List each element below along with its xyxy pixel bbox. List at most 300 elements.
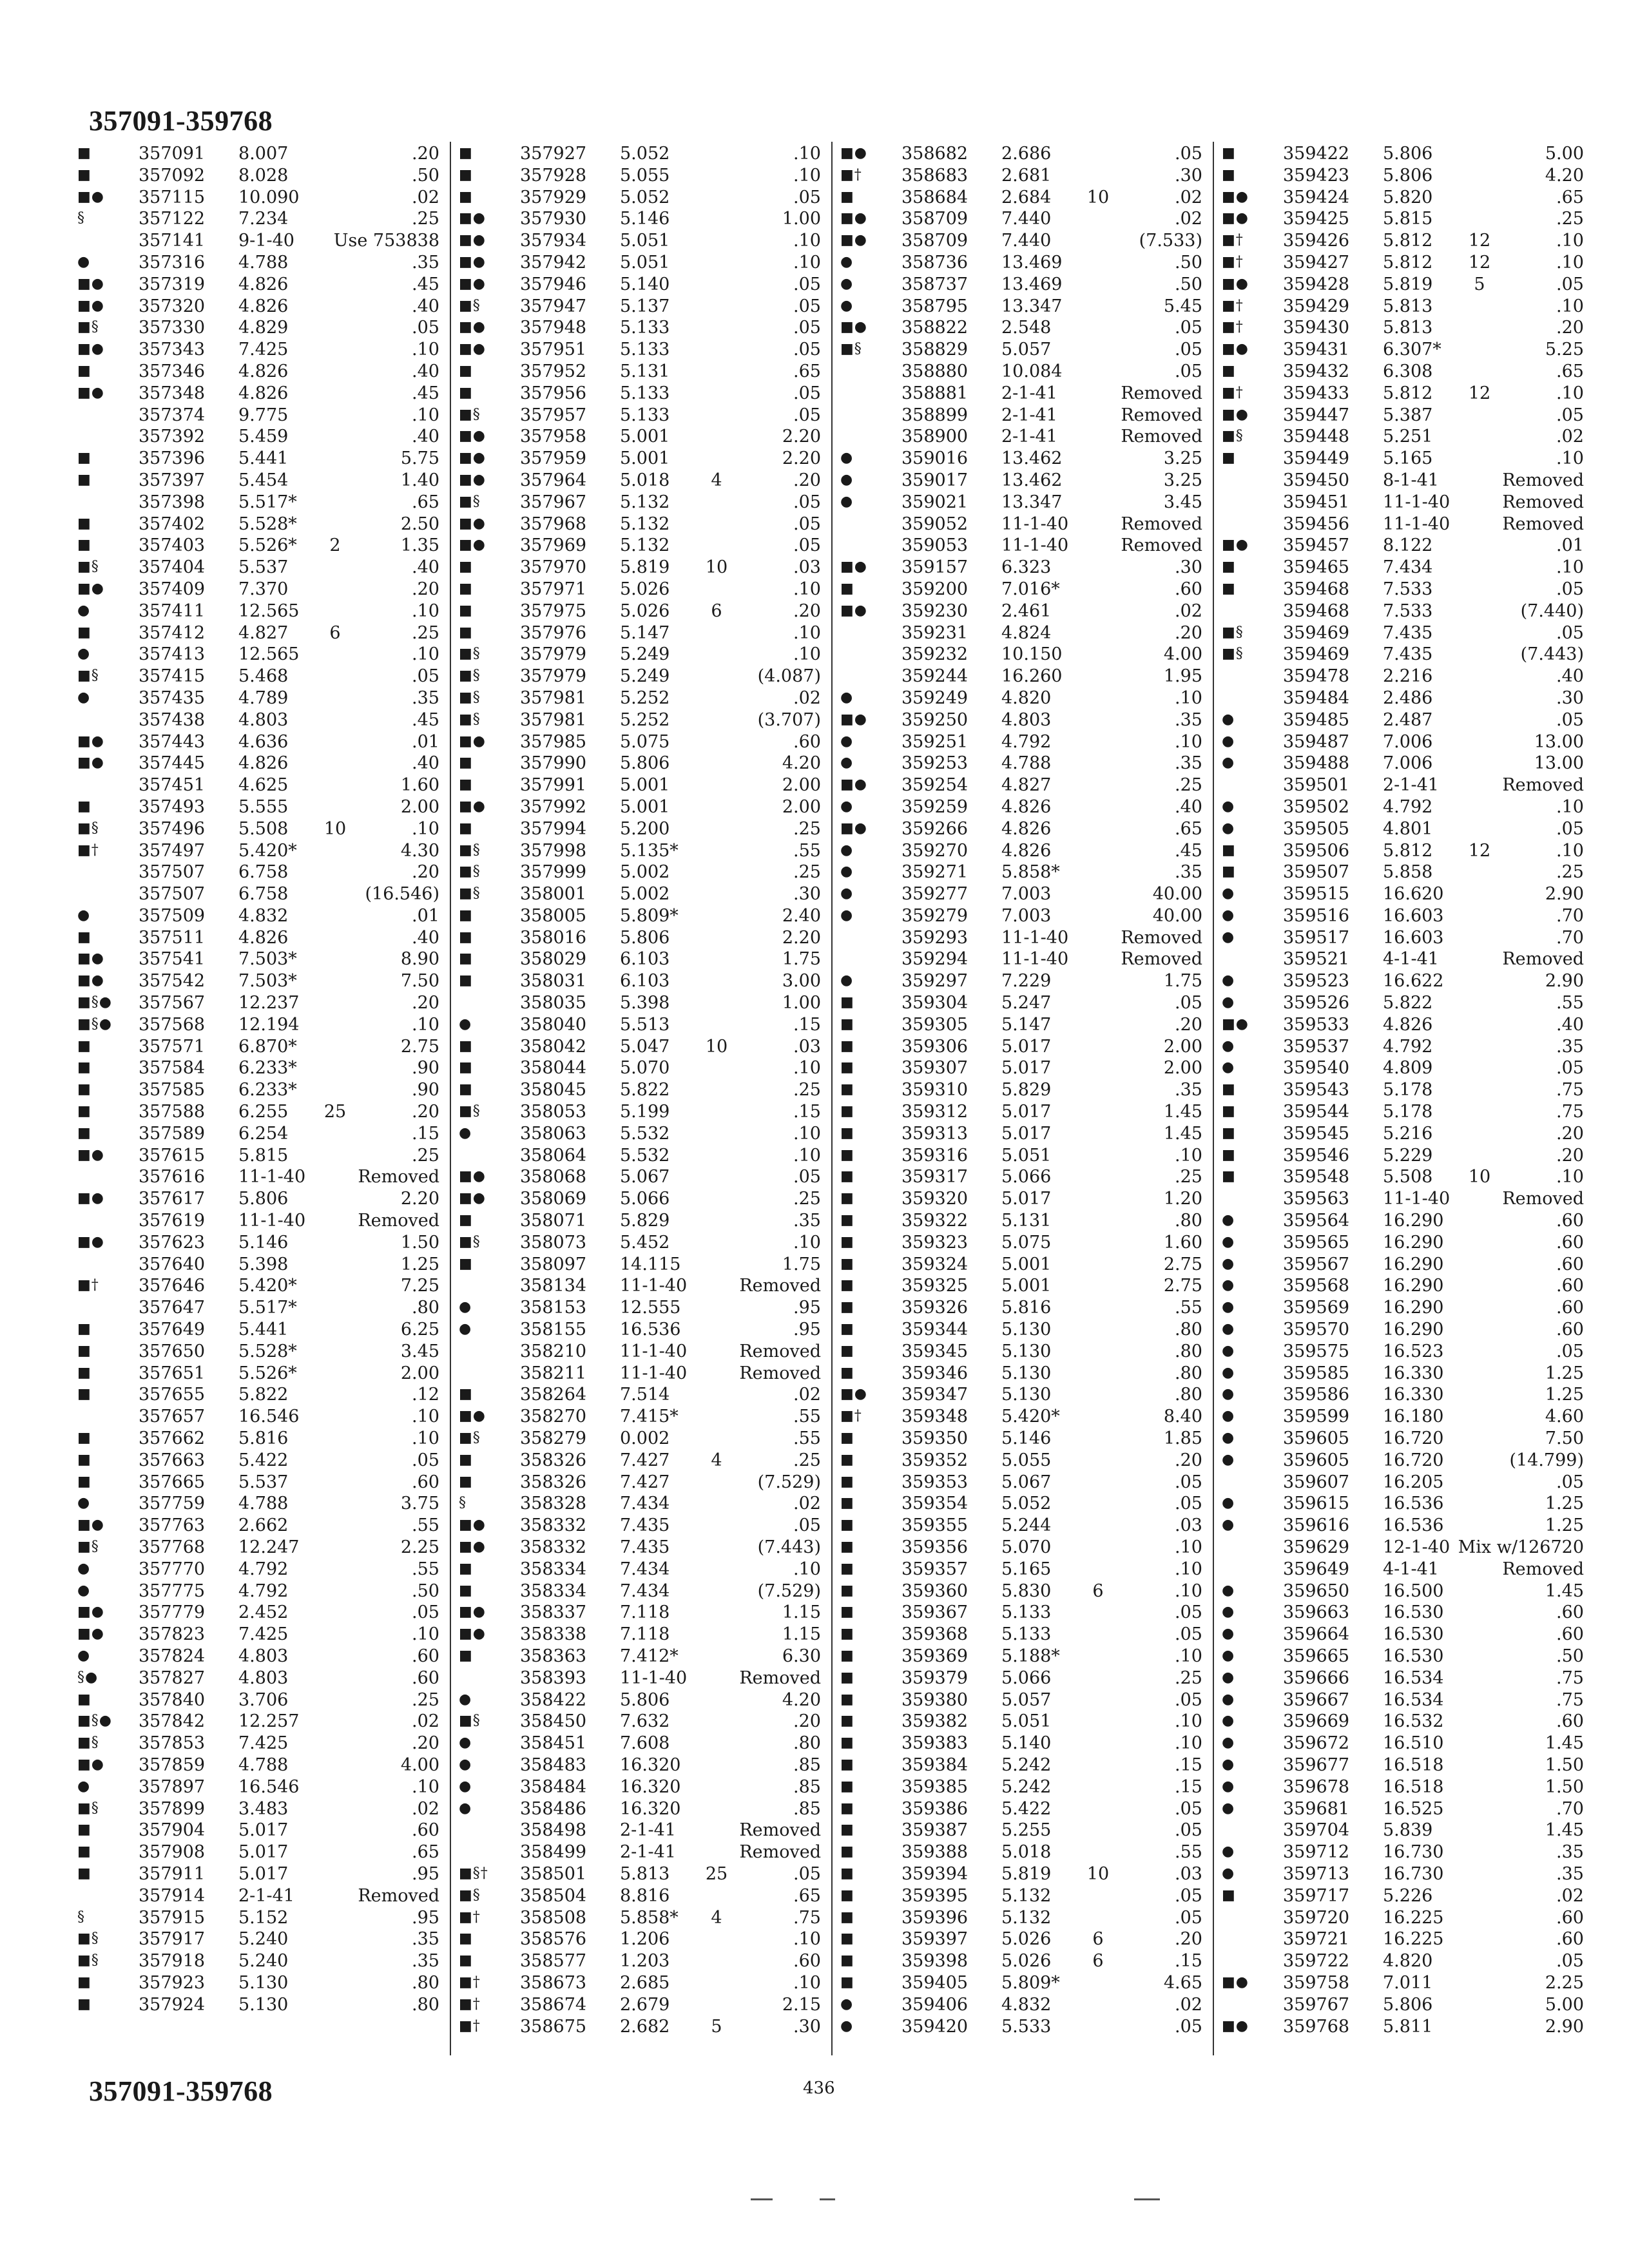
rate-value: 16.290	[1383, 1298, 1444, 1318]
rate-value: 5.422	[1001, 1798, 1052, 1819]
amount-value: .10	[793, 252, 821, 273]
marker-symbols: ■●	[840, 776, 867, 793]
marker-symbols: ●	[77, 1560, 91, 1577]
marker-symbols: ■	[77, 362, 92, 379]
marker-symbols: ■●	[459, 798, 486, 814]
rate-value: 5.066	[620, 1189, 670, 1209]
term-value: 10	[705, 557, 728, 578]
item-number: 357934	[520, 231, 587, 251]
marker-symbols: ●	[840, 1995, 854, 2012]
table-row	[459, 730, 833, 752]
rate-value: 6.233*	[238, 1080, 297, 1100]
rate-value: 5.132	[620, 492, 670, 512]
amount-value: .10	[412, 1776, 439, 1797]
marker-symbols: ■	[840, 1691, 854, 1707]
marker-symbols: ■	[77, 1059, 92, 1076]
marker-symbols: ■●	[1222, 1974, 1249, 1990]
amount-value: .01	[1556, 535, 1584, 556]
amount-value: 2.00	[782, 775, 821, 796]
amount-value: .60	[793, 1951, 821, 1972]
rate-value: 2-1-41	[1001, 405, 1057, 425]
table-row	[1222, 947, 1595, 969]
marker-symbols: ●	[840, 733, 854, 749]
item-number: 357403	[139, 535, 206, 556]
marker-symbols: ■	[840, 1735, 854, 1751]
amount-value: .75	[1556, 1102, 1584, 1122]
table-row	[459, 1187, 833, 1209]
term-value: 12	[1468, 840, 1491, 861]
item-number: 359451	[1283, 492, 1350, 512]
rate-value: 6.308	[1383, 361, 1433, 381]
item-number: 359431	[1283, 340, 1350, 360]
term-value: 4	[711, 470, 722, 490]
amount-value: .35	[1175, 862, 1202, 883]
term-value: 10	[1086, 1863, 1110, 1884]
term-value: 25	[705, 1863, 728, 1884]
marker-symbols: ■	[459, 972, 473, 989]
rate-value: 16.225	[1383, 1907, 1444, 1928]
amount-value: .35	[412, 1929, 439, 1950]
amount-value: Removed	[1502, 470, 1584, 490]
rate-value: 5.422	[238, 1450, 289, 1470]
item-number: 358393	[520, 1667, 587, 1688]
table-row	[77, 1514, 451, 1535]
marker-symbols: ●	[459, 1800, 472, 1816]
amount-value: Mix w/126720	[1458, 1537, 1584, 1557]
amount-value: Removed	[1502, 1189, 1584, 1209]
rate-value: 16.536	[1383, 1494, 1444, 1514]
table-row	[77, 1884, 451, 1906]
item-number: 359758	[1283, 1972, 1350, 1993]
rate-value: 5.555	[238, 796, 289, 817]
amount-value: Removed	[739, 1820, 821, 1841]
item-number: 359720	[1283, 1907, 1350, 1928]
marker-symbols: ■●	[840, 1386, 867, 1403]
marker-symbols: ●	[1222, 711, 1235, 727]
item-number: 357343	[139, 340, 206, 360]
amount-value: .55	[412, 1559, 439, 1579]
marker-symbols: ●	[1222, 1756, 1235, 1773]
table-row	[77, 1253, 451, 1274]
rate-value: 5.018	[1001, 1842, 1052, 1863]
rate-value: 14.115	[620, 1254, 681, 1274]
amount-value: 4.20	[1545, 165, 1584, 186]
marker-symbols: ■	[77, 624, 92, 640]
item-number: 359312	[901, 1102, 969, 1122]
table-row	[840, 1405, 1214, 1427]
amount-value: .85	[793, 1776, 821, 1797]
rate-value: 5.026	[620, 579, 670, 599]
rate-value: 5.135*	[620, 840, 679, 861]
table-row	[1222, 490, 1595, 512]
item-number: 357981	[520, 687, 587, 708]
rate-value: 5.532	[620, 1145, 670, 1166]
marker-symbols: ■	[840, 1887, 854, 1903]
item-number: 359157	[901, 557, 969, 578]
rate-value: 2.216	[1383, 666, 1433, 687]
table-row	[77, 1993, 451, 2015]
table-row	[459, 1644, 833, 1666]
amount-value: .20	[412, 862, 439, 883]
table-row	[1222, 1427, 1595, 1448]
amount-value: .30	[793, 884, 821, 905]
table-row	[77, 338, 451, 360]
item-number: 359424	[1283, 187, 1350, 207]
marker-symbols: ●	[1222, 1626, 1235, 1642]
table-row	[459, 425, 833, 447]
rate-value: 2-1-41	[1001, 383, 1057, 403]
amount-value: .35	[412, 687, 439, 708]
rate-value: 16.290	[1383, 1232, 1444, 1253]
item-number: 359259	[901, 796, 969, 817]
rate-value: 5.001	[620, 796, 670, 817]
rate-value: 16.290	[1383, 1211, 1444, 1231]
item-number: 358682	[901, 144, 969, 164]
amount-value: 5.45	[1163, 296, 1202, 316]
marker-symbols: ●	[1222, 1713, 1235, 1729]
item-number: 357319	[139, 274, 206, 294]
marker-symbols: ■	[77, 1473, 92, 1490]
marker-symbols: ●	[840, 450, 854, 466]
table-row	[1222, 1448, 1595, 1470]
amount-value: .10	[1175, 1646, 1202, 1666]
table-row	[840, 1840, 1214, 1862]
marker-symbols: ■	[1222, 559, 1236, 575]
item-number: 359253	[901, 753, 969, 774]
marker-symbols: ●	[77, 689, 91, 706]
rate-value: 13.462	[1001, 448, 1063, 469]
table-row	[1222, 1056, 1595, 1078]
marker-symbols: ■	[459, 950, 473, 967]
item-number: 359379	[901, 1667, 969, 1688]
marker-symbols: ■§	[459, 1713, 481, 1729]
amount-value: 1.25	[1545, 1515, 1584, 1536]
item-number: 357823	[139, 1624, 206, 1645]
term-value: 6	[1092, 1581, 1104, 1601]
amount-value: .15	[412, 1123, 439, 1144]
table-row	[840, 1949, 1214, 1971]
table-row	[77, 795, 451, 817]
marker-symbols: ■●	[459, 341, 486, 358]
rate-value: 13.469	[1001, 252, 1063, 273]
rate-value: 16.523	[1383, 1341, 1444, 1361]
table-row	[840, 1579, 1214, 1601]
item-number: 359200	[901, 579, 969, 599]
item-number: 358210	[520, 1341, 587, 1361]
table-row	[1222, 1165, 1595, 1187]
item-number: 359544	[1283, 1102, 1350, 1122]
table-row	[840, 969, 1214, 991]
item-number: 357346	[139, 361, 206, 381]
amount-value: .65	[1175, 818, 1202, 839]
item-number: 357759	[139, 1494, 206, 1514]
rate-value: 4.820	[1001, 687, 1052, 708]
amount-value: .30	[1175, 557, 1202, 578]
rate-value: 16.525	[1383, 1798, 1444, 1819]
rate-value: 5.026	[620, 601, 670, 621]
table-row	[840, 1514, 1214, 1535]
amount-value: 3.45	[400, 1341, 439, 1361]
table-row	[459, 1470, 833, 1492]
amount-value: .05	[1556, 1472, 1584, 1492]
table-row	[77, 991, 451, 1013]
rate-value: 5.017	[1001, 1189, 1052, 1209]
item-number: 357617	[139, 1189, 206, 1209]
table-row	[1222, 1535, 1595, 1557]
rate-value: 7.440	[1001, 231, 1052, 251]
marker-symbols: ■	[77, 1974, 92, 1990]
rate-value: 5.066	[1001, 1667, 1052, 1688]
marker-symbols: ■	[1222, 145, 1236, 161]
amount-value: .05	[412, 318, 439, 338]
item-number: 359501	[1283, 775, 1350, 796]
rate-value: 4-1-41	[1383, 1559, 1439, 1579]
amount-value: .25	[793, 1450, 821, 1470]
amount-value: .20	[1175, 622, 1202, 643]
table-row	[459, 1448, 833, 1470]
table-row	[459, 686, 833, 708]
table-row	[77, 1840, 451, 1862]
item-number: 359465	[1283, 557, 1350, 578]
table-row	[1222, 1361, 1595, 1383]
table-row	[77, 1906, 451, 1928]
amount-value: .40	[412, 927, 439, 948]
amount-value: 2.15	[782, 1994, 821, 2015]
table-row	[840, 839, 1214, 861]
amount-value: .65	[1556, 187, 1584, 207]
amount-value: .70	[1556, 927, 1584, 948]
table-row	[1222, 338, 1595, 360]
rate-value: 5.806	[1383, 1994, 1433, 2015]
item-number: 358270	[520, 1407, 587, 1427]
table-row	[459, 1231, 833, 1253]
marker-symbols: ●	[1222, 1233, 1235, 1250]
amount-value: .10	[793, 1929, 821, 1950]
table-row	[840, 1383, 1214, 1405]
marker-symbols: ■	[840, 1037, 854, 1054]
table-row	[459, 338, 833, 360]
marker-symbols: ■§	[77, 1952, 99, 1969]
marker-symbols: ■	[459, 1212, 473, 1229]
rate-value: 5.240	[238, 1929, 289, 1950]
amount-value: .20	[793, 601, 821, 621]
marker-symbols: ●	[1222, 1386, 1235, 1403]
rate-value: 4.829	[238, 318, 289, 338]
table-row	[840, 1666, 1214, 1688]
table-row	[459, 664, 833, 686]
amount-value: 1.25	[1545, 1385, 1584, 1405]
table-row	[1222, 1013, 1595, 1035]
rate-value: 4.803	[1001, 709, 1052, 730]
item-number: 359016	[901, 448, 969, 469]
rate-value: 5.133	[620, 405, 670, 425]
marker-symbols: ■	[840, 1103, 854, 1120]
item-number: 357928	[520, 165, 587, 186]
item-number: 359305	[901, 1014, 969, 1035]
amount-value: 13.00	[1534, 731, 1584, 752]
table-row	[840, 1122, 1214, 1144]
table-row	[840, 229, 1214, 251]
rate-value: 5.387	[1383, 405, 1433, 425]
marker-symbols: ■§	[840, 341, 862, 358]
table-row	[1222, 1557, 1595, 1579]
item-number: 359356	[901, 1537, 969, 1557]
rate-value: 7.229	[1001, 971, 1052, 992]
item-number: 357946	[520, 274, 587, 294]
item-number: 357897	[139, 1776, 206, 1797]
item-number: 359543	[1283, 1080, 1350, 1100]
item-number: 358363	[520, 1646, 587, 1666]
item-number: 359585	[1283, 1363, 1350, 1383]
table-row	[1222, 1470, 1595, 1492]
table-row	[840, 1709, 1214, 1731]
rate-value: 5.165	[1383, 448, 1433, 469]
item-number: 358484	[520, 1776, 587, 1797]
marker-symbols: ■●	[1222, 406, 1249, 423]
marker-symbols: ■	[1222, 1124, 1236, 1141]
rate-value: 7.632	[620, 1711, 670, 1732]
amount-value: .40	[412, 753, 439, 774]
item-number: 358338	[520, 1624, 587, 1645]
amount-value: Removed	[739, 1341, 821, 1361]
rate-value: 5.055	[1001, 1450, 1052, 1470]
amount-value: 2.50	[400, 514, 439, 534]
rate-value: 4.827	[238, 622, 289, 643]
rate-value: 5.047	[620, 1036, 670, 1057]
table-row	[77, 839, 451, 861]
item-number: 358097	[520, 1254, 587, 1274]
marker-symbols: ●	[1222, 1364, 1235, 1381]
rate-value: 16.536	[1383, 1515, 1444, 1536]
amount-value: .02	[1175, 601, 1202, 621]
amount-value: .10	[1175, 1537, 1202, 1557]
table-row	[77, 555, 451, 577]
marker-symbols: ●	[1222, 1299, 1235, 1316]
amount-value: Removed	[1121, 405, 1202, 425]
table-row	[840, 533, 1214, 555]
item-number: 358795	[901, 296, 969, 316]
amount-value: .80	[793, 1733, 821, 1754]
amount-value: 4.00	[400, 1754, 439, 1775]
table-row	[459, 1971, 833, 1993]
rate-value: 7.003	[1001, 905, 1052, 926]
rate-value: 16.518	[1383, 1776, 1444, 1797]
rate-value: 16.330	[1383, 1385, 1444, 1405]
marker-symbols: ■	[459, 820, 473, 836]
amount-value: .10	[793, 1058, 821, 1079]
rate-value: 5.533	[1001, 2016, 1052, 2037]
marker-symbols: ●	[1222, 1277, 1235, 1294]
marker-symbols: ●	[1222, 994, 1235, 1011]
marker-symbols: ●	[1222, 1321, 1235, 1338]
amount-value: 5.00	[1545, 1994, 1584, 2015]
marker-symbols: ■	[459, 1255, 473, 1272]
rate-value: 1.206	[620, 1929, 670, 1950]
marker-symbols: ●	[77, 907, 91, 923]
amount-value: .10	[793, 165, 821, 186]
item-number: 359388	[901, 1842, 969, 1863]
marker-symbols: ●	[1222, 928, 1235, 945]
item-number: 359599	[1283, 1407, 1350, 1427]
amount-value: .20	[793, 470, 821, 490]
item-number: 359485	[1283, 709, 1350, 730]
amount-value: .02	[412, 187, 439, 207]
table-row	[77, 1775, 451, 1797]
table-row	[77, 294, 451, 316]
table-row	[459, 1056, 833, 1078]
item-number: 359717	[1283, 1885, 1350, 1906]
amount-value: .60	[1556, 1211, 1584, 1231]
marker-symbols: ■	[840, 1647, 854, 1664]
item-number: 357330	[139, 318, 206, 338]
rate-value: 10.084	[1001, 361, 1063, 381]
item-number: 359449	[1283, 448, 1350, 469]
rate-value: 11-1-40	[1383, 492, 1451, 512]
item-number: 359712	[1283, 1842, 1350, 1863]
table-row	[459, 142, 833, 164]
amount-value: .05	[1556, 1951, 1584, 1972]
table-row	[77, 468, 451, 490]
marker-symbols: ●	[459, 1015, 472, 1032]
table-row	[1222, 926, 1595, 948]
rate-value: 7.435	[1383, 644, 1433, 665]
amount-value: .05	[1175, 993, 1202, 1014]
item-number: 357976	[520, 622, 587, 643]
table-row	[77, 360, 451, 381]
item-number: 359721	[1283, 1929, 1350, 1950]
amount-value: .30	[793, 2016, 821, 2037]
amount-value: .60	[1556, 1602, 1584, 1623]
table-row	[1222, 2015, 1595, 2037]
amount-value: .10	[793, 579, 821, 599]
amount-value: 4.20	[782, 753, 821, 774]
rate-value: 4.792	[1001, 731, 1052, 752]
table-row	[77, 381, 451, 403]
marker-symbols: ■	[1222, 863, 1236, 880]
marker-symbols: ■	[77, 1451, 92, 1468]
price-column-4	[1222, 142, 1595, 2036]
price-column-2	[459, 142, 833, 2036]
rate-value: 7.006	[1383, 753, 1433, 774]
amount-value: Removed	[358, 1167, 439, 1187]
rate-value: 5.513	[620, 1014, 670, 1035]
table-row	[459, 294, 833, 316]
amount-value: .60	[412, 1472, 439, 1492]
table-row	[1222, 273, 1595, 294]
rate-value: 7.503*	[238, 971, 297, 992]
table-row	[1222, 991, 1595, 1013]
rate-value: 6.103	[620, 971, 670, 992]
rate-value: 5.815	[238, 1145, 289, 1166]
item-number: 359545	[1283, 1123, 1350, 1144]
item-number: 359488	[1283, 753, 1350, 774]
marker-symbols: ●	[1222, 1255, 1235, 1272]
rate-value: 4.792	[238, 1559, 289, 1579]
item-number: 357992	[520, 796, 587, 817]
amount-value: .10	[412, 1624, 439, 1645]
item-number: 359663	[1283, 1602, 1350, 1623]
item-number: 358334	[520, 1559, 587, 1579]
amount-value: .20	[1175, 1450, 1202, 1470]
item-number: 358042	[520, 1036, 587, 1057]
amount-value: 7.25	[400, 1276, 439, 1296]
table-row	[459, 969, 833, 991]
rate-value: 5.152	[238, 1907, 289, 1928]
marker-symbols: §	[77, 210, 85, 227]
item-number: 359277	[901, 884, 969, 905]
item-number: 357779	[139, 1602, 206, 1623]
rate-value: 11-1-40	[1001, 514, 1069, 534]
